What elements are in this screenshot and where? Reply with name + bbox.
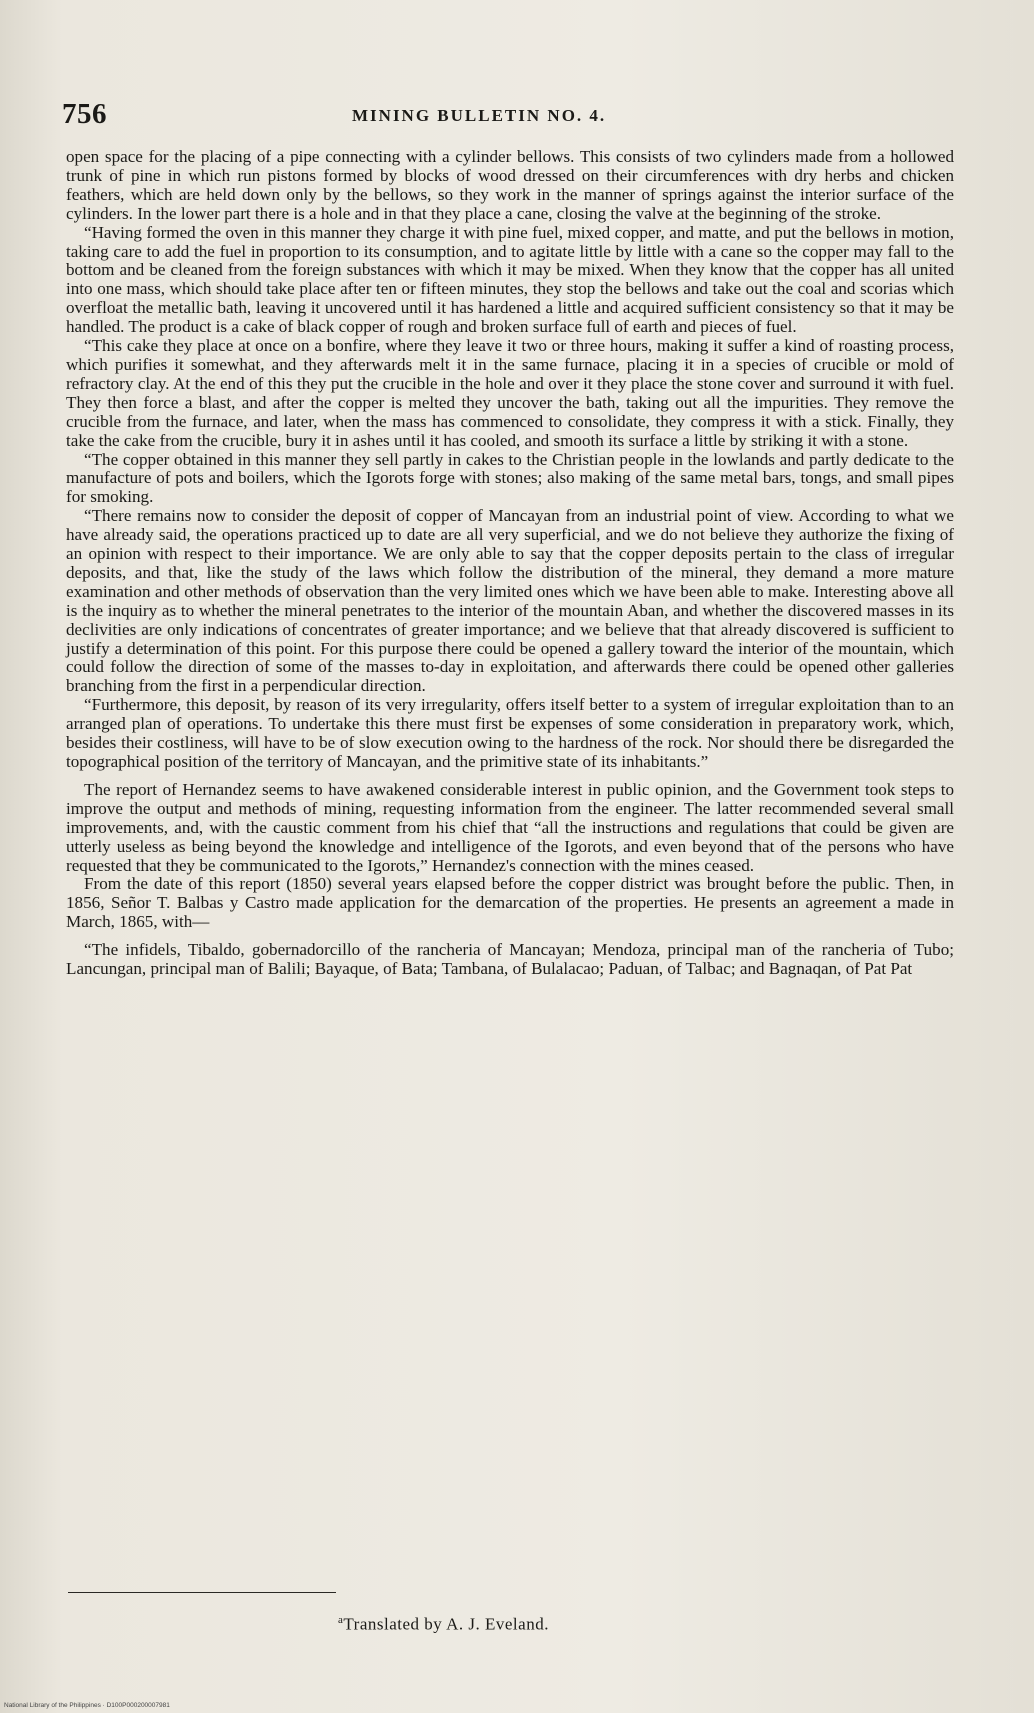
- footnote-text: Translated by A. J. Eveland.: [343, 1614, 549, 1634]
- scan-source-label: National Library of the Philippines · D100P000200007981: [4, 1702, 170, 1709]
- paragraph: “Furthermore, this deposit, by reason of its very irregularity, offers itself better to a system of irregular exploitation than to an arranged plan of operations. To undertake this there must first be expenses of some consideration in preparatory work, which, besides their costliness, will have to be of slow execution owing to the hardness of the rock. Nor should there be disregarded the topographical position of the territory of Mancayan, and the primitive state of its inhabitants.”: [66, 695, 954, 771]
- page-number: 756: [62, 98, 107, 130]
- footnote-divider: [68, 1592, 336, 1593]
- paragraph: From the date of this report (1850) several years elapsed before the copper district was brought before the public. Then, in 1856, Señor T. Balbas y Castro made application for the demarcation of the properties. He presents an agreement a made in March, 1865, with—: [66, 874, 954, 932]
- paragraph: “The copper obtained in this manner they sell partly in cakes to the Christian people in the lowlands and partly dedicate to the manufacture of pots and boilers, which the Igorots forge with stones; also making of the same metal bars, tongs, and small pipes for smoking.: [66, 449, 954, 507]
- paragraph: The report of Hernandez seems to have awakened considerable interest in public opinion, and the Government took steps to improve the output and methods of mining, requesting information from the engineer. The latter recommended several small improvements, and, with the caustic comment from his chief that “all the instructions and regulations that could be given are utterly useless as being beyond the knowledge and intelligence of the Igorots, and even beyond that of the persons who have requested that they be communicated to the Igorots,” Hernandez's connection with the mines ceased.: [66, 779, 954, 875]
- body-text: [66, 148, 954, 979]
- paragraph: “The infidels, Tibaldo, gobernadorcillo of the rancheria of Mancayan; Mendoza, principal man of the rancheria of Tubo; Lancungan, principal man of Balili; Bayaque, of Bata; Tambana, of Bulalacao; Paduan, of Talbac; and Bagnaqan, of Pat Pat: [66, 940, 954, 979]
- paragraph: “Having formed the oven in this manner they charge it with pine fuel, mixed copper, and matte, and put the bellows in motion, taking care to add the fuel in proportion to its consumption, and to agitate little by little with a cane so the copper may fall to the bottom and be cleaned from the foreign substances with which it may be mixed. When they know that the copper has all united into one mass, which should take place after ten or fifteen minutes, they stop the bellows and take out the coal and scorias which overfloat the metallic bath, leaving it uncovered until it has hardened a little and acquired sufficient consistency so that it may be handled. The product is a cake of black copper of rough and broken surface full of earth and pieces of fuel.: [66, 222, 954, 337]
- paragraph: open space for the placing of a pipe connecting with a cylinder bellows. This consists of two cylinders made from a hollowed trunk of pine in which run pistons formed by blocks of wood dressed on their circumferences with dry herbs and chicken feathers, which are held down only by the bellows, so they work in the manner of springs against the interior surface of the cylinders. In the lower part there is a hole and in that they place a cane, closing the valve at the beginning of the stroke.: [66, 147, 954, 223]
- paragraph: “There remains now to consider the deposit of copper of Mancayan from an industrial point of view. According to what we have already said, the operations practiced up to date are all very superficial, and we do not believe they authorize the fixing of an opinion with respect to their importance. We are only able to say that the copper deposits pertain to the class of irregular deposits, and that, like the study of the laws which follow the distribution of the mineral, they demand a more mature examination and other methods of observation than the very limited ones which we have been able to make. Interesting above all is the inquiry as to whether the mineral penetrates to the interior of the mountain Aban, and whether the discovered masses in its declivities are only indications of concentrates of greater importance; and we believe that that already discovered is sufficient to justify a determination of this point. For this purpose there could be opened a gallery toward the interior of the mountain, which could follow the direction of some of the masses to-day in exploitation, and afterwards there could be opened other galleries branching from the first in a perpendicular direction.: [66, 506, 954, 696]
- paragraph: “This cake they place at once on a bonfire, where they leave it two or three hours, making it suffer a kind of roasting process, which purifies it somewhat, and they afterwards melt it in the same furnace, placing it in a species of crucible or mold of refractory clay. At the end of this they put the crucible in the hole and over it they place the stone cover and surround it with fuel. They then force a blast, and after the copper is melted they uncover the bath, taking out all the impurities. They remove the crucible from the furnace, and later, when the mass has commenced to consolidate, they compress it with a stick. Finally, they take the cake from the crucible, bury it in ashes until it has cooled, and smooth its surface a little by striking it with a stone.: [66, 336, 954, 450]
- footnote: [338, 1614, 549, 1635]
- running-title: MINING BULLETIN NO. 4.: [352, 106, 607, 125]
- page-header: [62, 98, 962, 138]
- footnote-marker: a: [338, 1614, 344, 1626]
